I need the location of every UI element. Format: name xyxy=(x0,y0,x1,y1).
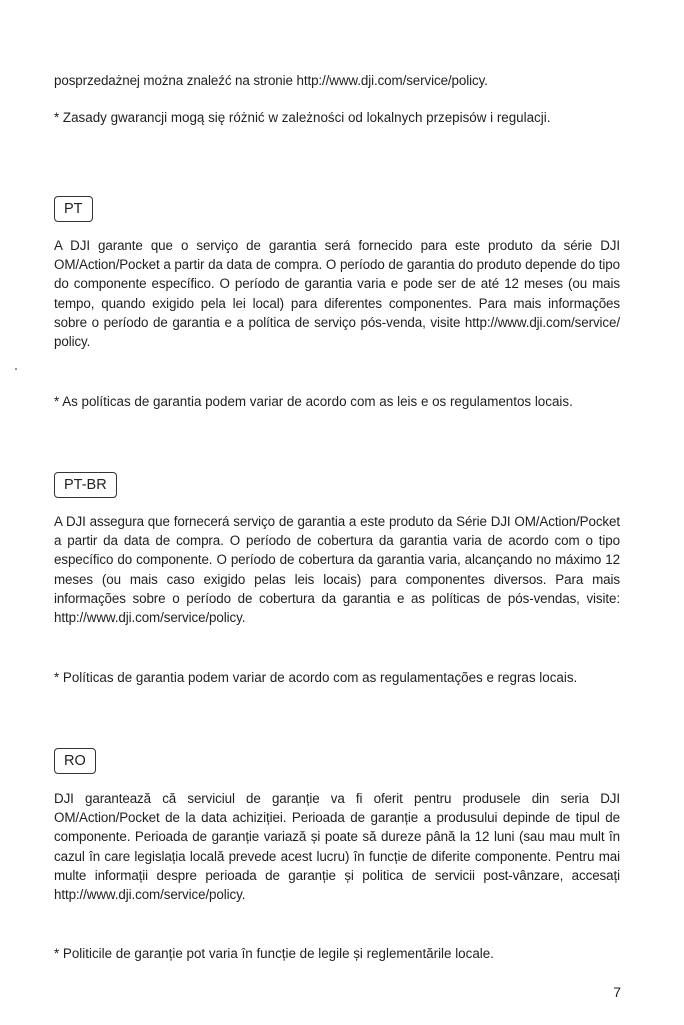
ptbr-body: A DJI assegura que fornecerá serviço de garantia a este produto da Série DJI OM/Action/Pocket a partir da data de compra. O período de cobertura da garantia varia de acordo com o tipo específico do componente. O período de cobertura da garantia varia, alcançando no máximo 12 meses (ou mais caso exigido pelas leis locais) para componentes diversos. Para mais informações sobre o período de cobertura da garantia e as políticas de pós-vendas, visite: http://www.dji.com/service/policy. xyxy=(54,514,620,626)
scan-mark xyxy=(15,368,17,370)
lang-tag-ro: RO xyxy=(54,748,96,774)
ptbr-note: * Políticas de garantia podem variar de acordo com as regulamentações e regras locais. xyxy=(54,670,578,685)
pt-body: A DJI garante que o serviço de garantia será fornecido para este produto da série DJI OM/Action/Pocket a partir da data de compra. O período de garantia do produto depende do tipo do componente específico. O período de garantia varia e pode ser de até 12 meses (ou mais tempo, quando exigido pela lei local) para diferentes componentes. Para mais informações sobre o período de garantia e a política de serviço pós-venda, visite http://www.dji.com/service/ policy. xyxy=(54,238,620,350)
ptbr-section-header xyxy=(54,472,117,498)
page-number: 7 xyxy=(613,984,621,1000)
lang-tag-pt: PT xyxy=(54,196,93,222)
ro-section-header xyxy=(54,748,96,774)
ro-note: * Politicile de garanție pot varia în funcție de legile și reglementările locale. xyxy=(54,946,494,961)
pl-text-continuation: posprzedażnej można znaleźć na stronie http://www.dji.com/service/policy. xyxy=(54,73,488,88)
pt-section-header xyxy=(54,196,93,222)
pt-note: * As políticas de garantia podem variar de acordo com as leis e os regulamentos locais. xyxy=(54,394,573,409)
pl-note: * Zasady gwarancji mogą się różnić w zależności od lokalnych przepisów i regulacji. xyxy=(54,110,551,125)
lang-tag-pt-br: PT-BR xyxy=(54,472,117,498)
ro-body: DJI garantează că serviciul de garanție va fi oferit pentru produsele din seria DJI OM/Action/Pocket de la data achiziției. Perioada de garanție a produsului depinde de tipul de componente. Perioada de garanție variază și poate să dureze până la 12 luni (sau mau mult în cazul în care legislația locală prevede acest lucru) în funcție de diferite componente. Pentru mai multe informații despre perioada de garanție și politica de servicii post-vânzare, accesați http://www.dji.com/service/policy. xyxy=(54,791,620,903)
